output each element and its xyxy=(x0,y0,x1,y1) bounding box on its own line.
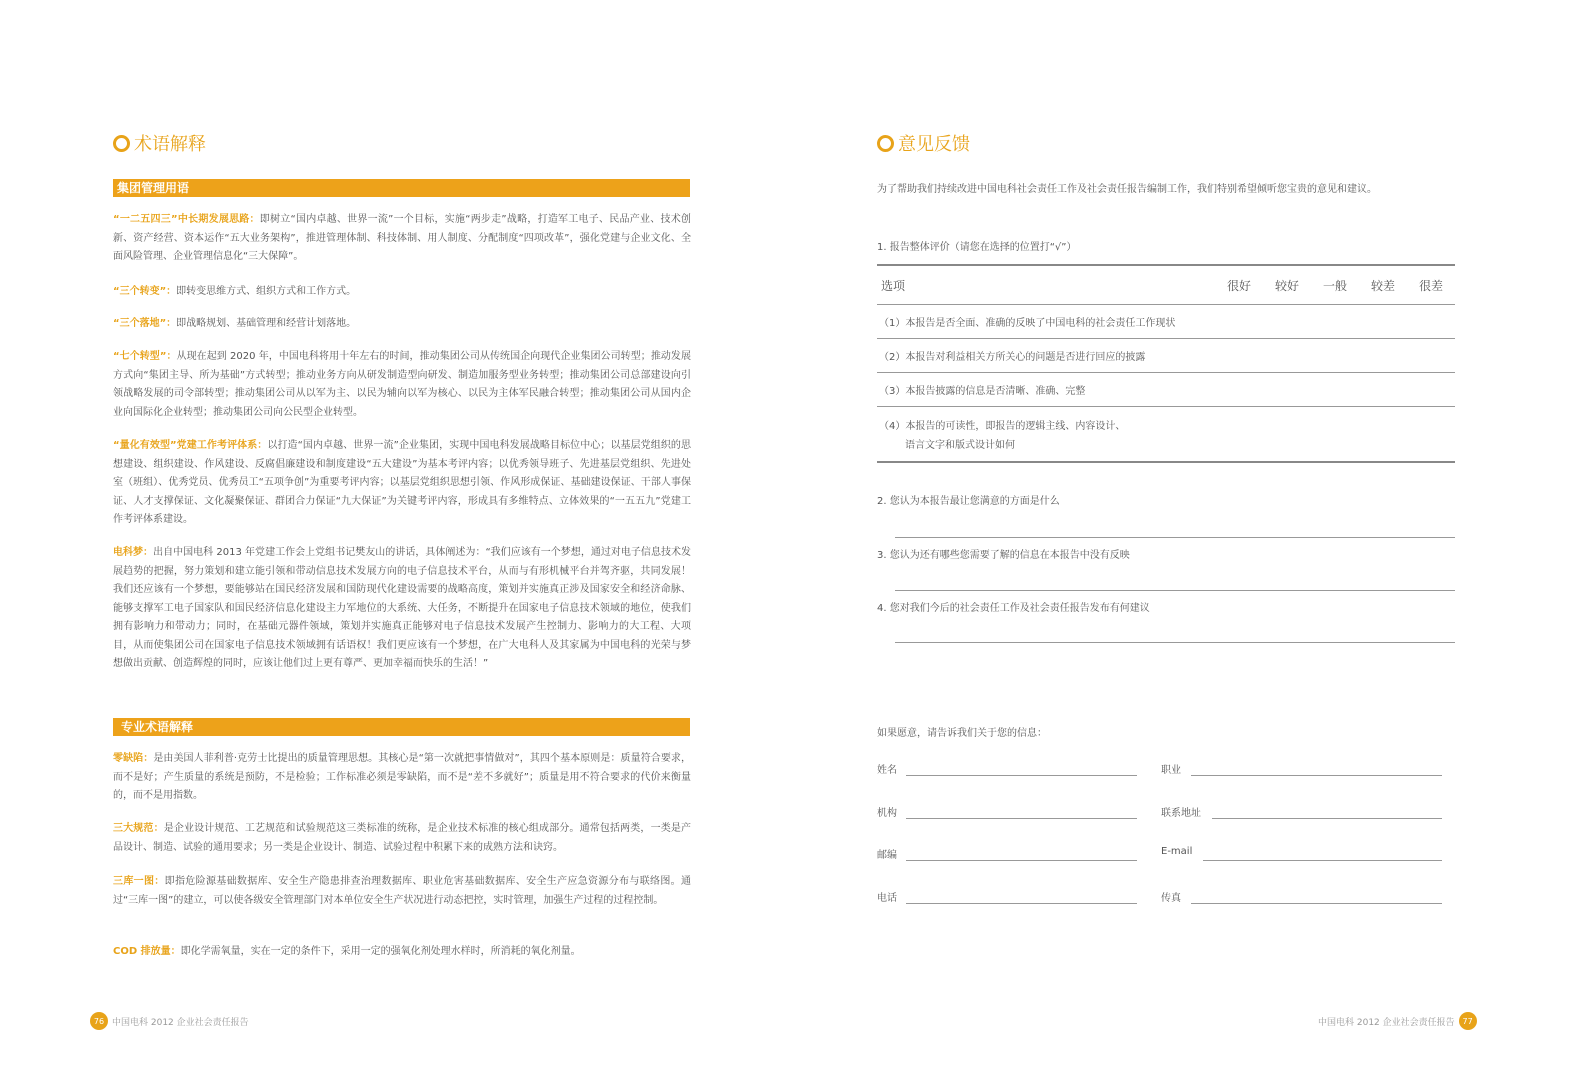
term-name: 三大规范： xyxy=(113,823,164,834)
term-entry xyxy=(113,283,691,302)
term-text: 出自中国电科 2013 年党建工作会上党组书记樊友山的讲话，具体阐述为：“我们应该有一个梦想，通过对电子信息技术发展趋势的把握，努力策划和建立能引领和带动信息技术发展方向的电子信息技术平台，从而与有形机械平台并驾齐驱，共同发展！我们还应该有一个梦想，要能够站在国民经济发展和国防现代化建设需要的战略高度，策划并实施真正涉及国家安全和经济命脉、能够支撑军工电子国家队和国民经济信息化建设主力军地位的大系统、大任务，不断提升在国家电子信息技术领域的地位，使我们拥有影响力和带动力；同时，在基础元器件领域，策划并实施真正能够对电子信息技术发展产生控制力、影响力的大工程、大项目，从而使集团公司在国家电子信息技术领域拥有话语权！我们更应该有一个梦想，在广大电科人及其家属为中国电科的光荣与梦想做出贡献、创造辉煌的同时，应该让他们过上更有尊严、更加幸福而快乐的生活！” xyxy=(113,547,691,669)
term-entry xyxy=(113,750,691,806)
answer-line-2[interactable] xyxy=(895,537,1455,538)
term-name: “三个落地”： xyxy=(113,318,177,329)
org-label: 机构 xyxy=(877,808,897,819)
term-name: “七个转型”： xyxy=(113,351,177,362)
rating-row[interactable] xyxy=(877,305,1455,338)
section-band-technical: 专业术语解释 xyxy=(113,718,690,736)
rating-table-header xyxy=(877,266,1455,304)
rating-header: 很好 xyxy=(1226,278,1251,293)
postcode-field[interactable] xyxy=(906,860,1137,861)
ring-icon xyxy=(877,135,894,152)
term-entry xyxy=(113,544,691,674)
name-field[interactable] xyxy=(906,775,1137,776)
question-2: 2. 您认为本报告最让您满意的方面是什么 xyxy=(877,496,1060,507)
terms-title-text: 术语解释 xyxy=(134,134,206,155)
term-entry xyxy=(113,315,691,334)
term-text: 即战略规划、基础管理和经营计划落地。 xyxy=(176,318,357,329)
term-entry xyxy=(113,211,691,267)
job-label: 职业 xyxy=(1161,765,1181,776)
term-text: 是由美国人菲利普·克劳士比提出的质量管理思想。其核心是“第一次就把事情做对”，其四个基本原则是：质量符合要求，而不是好；产生质量的系统是预防，不是检验；工作标准必须是零缺陷，而不是“差不多就好”；质量是用不符合要求的代价来衡量的，而不是用指数。 xyxy=(113,753,691,801)
feedback-title xyxy=(877,130,970,156)
phone-field[interactable] xyxy=(906,903,1137,904)
term-text: 即树立“国内卓越、世界一流”一个目标，实施“两步走”战略，打造军工电子、民品产业、技术创新、资产经营、资本运作“五大业务架构”，推进管理体制、科技体制、用人制度、分配制度“四项改革”，强化党建与企业文化、全面风险管理、企业管理信息化“三大保障”。 xyxy=(113,214,691,262)
term-text: 即指危险源基础数据库、安全生产隐患排查治理数据库、职业危害基础数据库、安全生产应急资源分布与联络图。通过“三库一图”的建立，可以使各级安全管理部门对本单位安全生产状况进行动态把控，实时管理，加强生产过程的过程控制。 xyxy=(113,876,692,906)
answer-line-4[interactable] xyxy=(895,642,1455,643)
term-name: 三库一图： xyxy=(113,876,165,887)
address-field[interactable] xyxy=(1212,818,1442,819)
fax-label: 传真 xyxy=(1161,893,1181,904)
option-header: 选项 xyxy=(881,278,906,293)
term-name: COD 排放量： xyxy=(113,946,181,957)
postcode-label: 邮编 xyxy=(877,850,897,861)
term-name: 零缺陷： xyxy=(113,753,154,764)
rating-header: 较差 xyxy=(1370,278,1395,293)
rating-header: 较好 xyxy=(1274,278,1299,293)
email-label: E-mail xyxy=(1161,846,1193,857)
question-4: 4. 您对我们今后的社会责任工作及社会责任报告发布有何建议 xyxy=(877,603,1150,614)
term-entry xyxy=(113,348,691,422)
term-entry xyxy=(113,873,691,910)
org-field[interactable] xyxy=(906,818,1137,819)
term-text: 即转变思维方式、组织方式和工作方式。 xyxy=(176,286,357,297)
footer-right xyxy=(1318,1012,1477,1030)
name-label: 姓名 xyxy=(877,765,897,776)
email-field[interactable] xyxy=(1203,860,1442,861)
term-text: 是企业设计规范、工艺规范和试验规范这三类标准的统称，是企业技术标准的核心组成部分。通常包括两类，一类是产品设计、制造、试验的通用要求；另一类是企业设计、制造、试验过程中积累下来的成熟方法和诀窍。 xyxy=(113,823,692,853)
question-1: 1. 报告整体评价（请您在选择的位置打“√”） xyxy=(877,242,1077,253)
term-text: 以打造“国内卓越、世界一流”企业集团，实现中国电科发展战略目标位中心；以基层党组织的思想建设、组织建设、作风建设、反腐倡廉建设和制度建设“五大建设”为基本考评内容；以优秀领导班子、先进基层党组织、先进处室（班组）、优秀党员、优秀员工“五项争创”为重要考评内容；以基层党组织思想引领、作风形成保证、基础建设保证、干部人事保证、人才支撑保证、文化凝聚保证、群团合力保证“九大保证”为关键考评内容，形成具有多维特点、立体效果的“一五五九”党建工作考评体系建设。 xyxy=(113,440,691,525)
term-entry xyxy=(113,437,691,530)
row-label: （2）本报告对利益相关方所关心的问题是否进行回应的披露 xyxy=(879,352,1146,363)
row-label: （4）本报告的可读性，即报告的逻辑主线、内容设计、 xyxy=(879,421,1126,432)
feedback-title-text: 意见反馈 xyxy=(898,134,970,155)
section-band-management: 集团管理用语 xyxy=(113,179,690,197)
rating-row[interactable] xyxy=(877,407,1455,461)
question-3: 3. 您认为还有哪些您需要了解的信息在本报告中没有反映 xyxy=(877,550,1130,561)
row-label-cont: 语言文字和版式设计如何 xyxy=(905,440,1015,451)
info-intro: 如果愿意，请告诉我们关于您的信息： xyxy=(877,728,1047,739)
footer-left xyxy=(90,1012,249,1030)
answer-line-3[interactable] xyxy=(895,590,1455,591)
fax-field[interactable] xyxy=(1191,903,1442,904)
term-name: “量化有效型”党建工作考评体系： xyxy=(113,440,268,451)
term-text: 即化学需氧量，实在一定的条件下，采用一定的强氧化剂处理水样时，所消耗的氧化剂量。 xyxy=(180,946,581,957)
term-name: “一二五四三”中长期发展思路： xyxy=(113,214,260,225)
rating-row[interactable] xyxy=(877,339,1455,372)
footer-text: 中国电科 2012 企业社会责任报告 xyxy=(1318,1017,1455,1028)
term-entry xyxy=(113,820,691,857)
row-label: （3）本报告披露的信息是否清晰、准确、完整 xyxy=(879,386,1086,397)
page-number-badge: 76 xyxy=(90,1012,108,1030)
phone-label: 电话 xyxy=(877,893,897,904)
rating-header: 一般 xyxy=(1322,278,1347,293)
left-page xyxy=(0,0,793,1077)
ring-icon xyxy=(113,135,130,152)
footer-text: 中国电科 2012 企业社会责任报告 xyxy=(112,1017,249,1028)
page-number-badge: 77 xyxy=(1459,1012,1477,1030)
address-label: 联系地址 xyxy=(1161,808,1201,819)
term-name: “三个转变”： xyxy=(113,286,177,297)
rating-row[interactable] xyxy=(877,373,1455,406)
job-field[interactable] xyxy=(1191,775,1442,776)
term-name: 电科梦： xyxy=(113,547,154,558)
feedback-intro: 为了帮助我们持续改进中国电科社会责任工作及社会责任报告编制工作，我们特别希望倾听您宝贵的意见和建议。 xyxy=(877,184,1377,195)
term-entry xyxy=(113,943,691,962)
rating-table xyxy=(877,264,1455,463)
term-text: 从现在起到 2020 年，中国电科将用十年左右的时间，推动集团公司从传统国企向现代企业集团公司转型；推动发展方式向“集团主导、所为基础”方式转型；推动业务方向从研发制造型向研发、制造加服务型业务转型；推动集团公司总部建设向引领战略发展的司令部转型；推动集团公司从以军为主、以民为辅向以军为核心、以民为主体军民融合转型；推动集团公司从国内企业向国际化企业转型；推动集团公司向公民型企业转型。 xyxy=(113,351,691,418)
row-label: （1）本报告是否全面、准确的反映了中国电科的社会责任工作现状 xyxy=(879,318,1176,329)
terms-title xyxy=(113,130,206,156)
rating-header: 很差 xyxy=(1418,278,1443,293)
